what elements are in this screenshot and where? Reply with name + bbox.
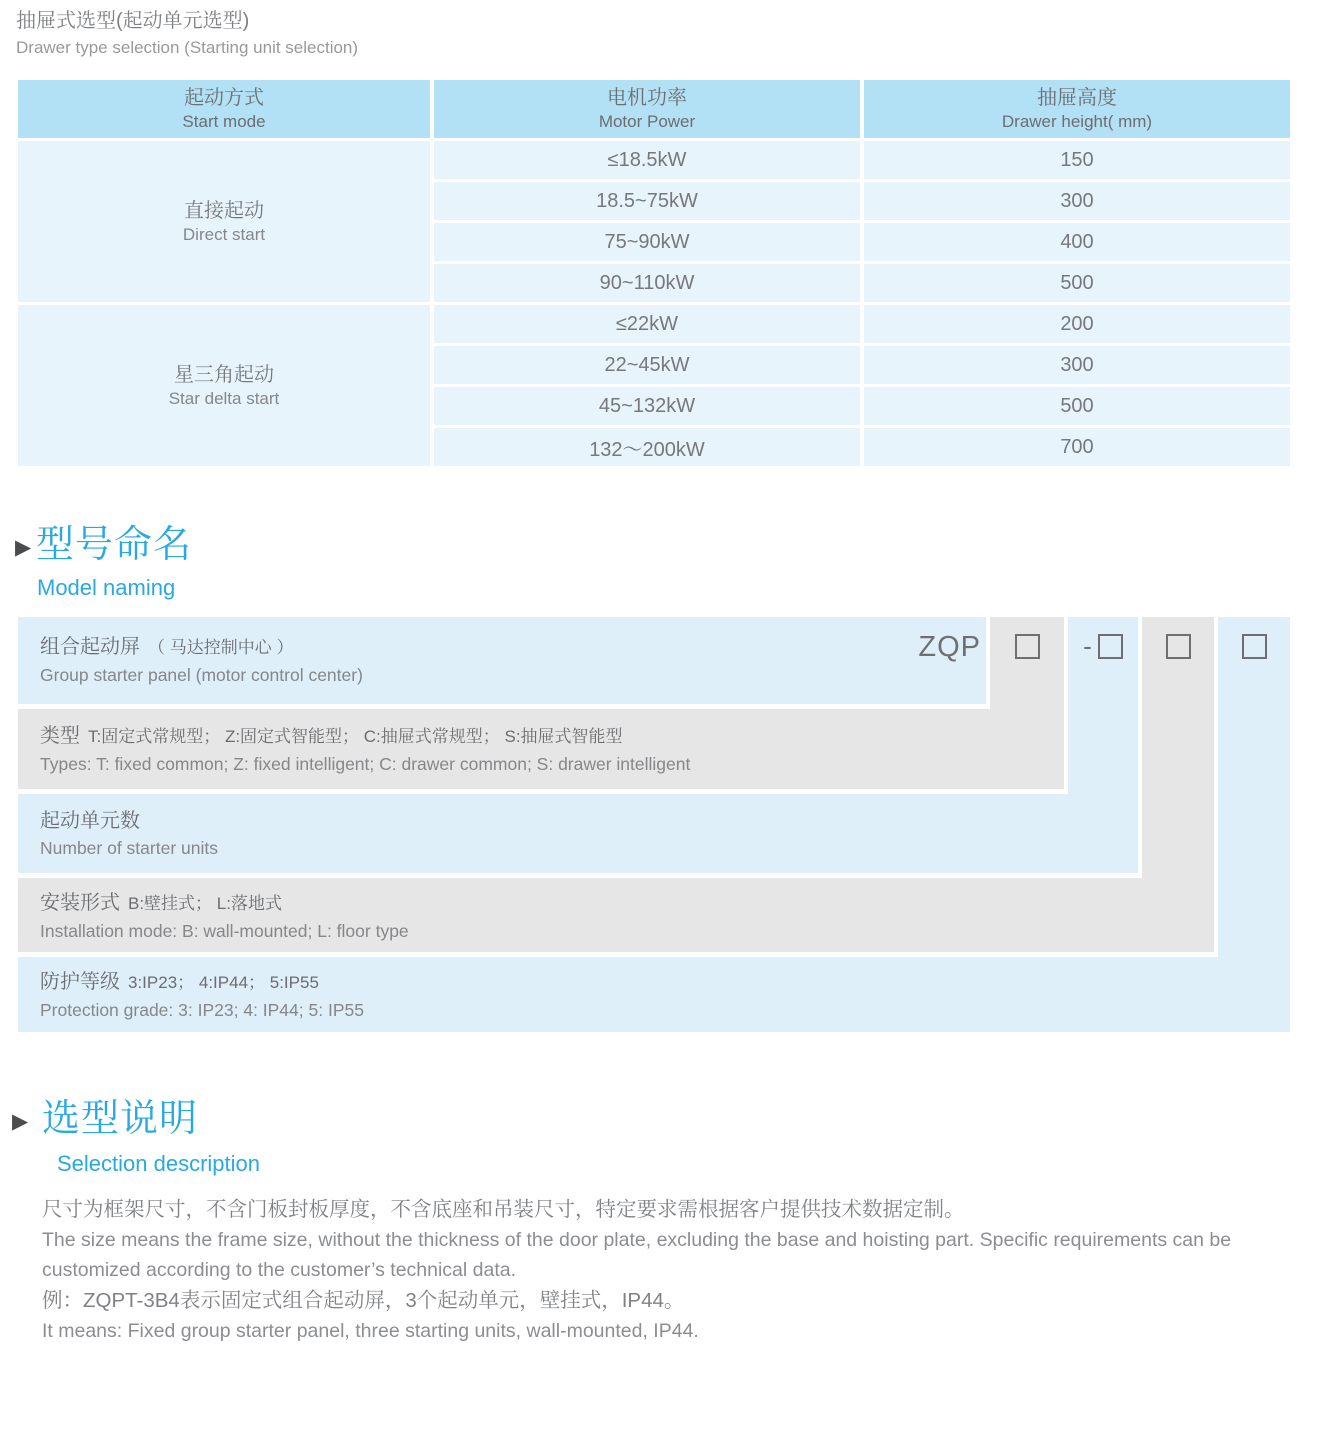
mode-en: Star delta start xyxy=(168,388,280,408)
height-cell: 150 xyxy=(864,141,1290,179)
header-cn: 起动方式 xyxy=(184,87,264,109)
section-title-model-naming-cn: 型号命名 xyxy=(36,524,193,566)
description-p1-en: The size means the frame size, without the thickness of the door plate, excluding the base and hoisting part. Specific requirements can be customized according to the customer’s technical data. xyxy=(42,1229,1232,1281)
naming-row-cn-label: 防护等级 xyxy=(40,971,120,993)
naming-row-cn-label: 类型 xyxy=(40,725,80,747)
naming-row-cn xyxy=(40,723,1064,750)
doc-title-en: Drawer type selection (Starting unit selection) xyxy=(16,38,359,57)
height-cell: 500 xyxy=(864,387,1290,425)
naming-row-cn-label: 组合起动屏 xyxy=(40,636,140,658)
naming-strip-types xyxy=(990,617,1064,709)
doc-header xyxy=(16,8,358,60)
naming-row-en: Installation mode: B: wall-mounted; L: floor type xyxy=(40,921,409,941)
section-title-model-naming-en: Model naming xyxy=(37,575,176,600)
naming-strip-starter-units xyxy=(1068,617,1138,794)
description-p2-cn: 例：ZQPT-3B4表示固定式组合起动屏，3个起动单元，壁挂式，IP44。 xyxy=(42,1289,685,1312)
power-cell: ≤22kW xyxy=(434,305,860,343)
naming-row-starter-units xyxy=(18,794,1138,873)
table-header-start-mode xyxy=(18,80,430,138)
naming-row-en: Number of starter units xyxy=(40,838,218,858)
naming-strip-installation-mode xyxy=(1142,617,1214,878)
height-cell: 300 xyxy=(864,346,1290,384)
height-cell: 300 xyxy=(864,182,1290,220)
section-arrow-icon: ▶ xyxy=(15,536,32,559)
naming-row-cn xyxy=(40,890,1214,917)
model-code-dash: - xyxy=(1083,631,1092,661)
naming-row-cn-detail: 3:IP23； 4:IP44； 5:IP55 xyxy=(128,973,319,992)
drawer-selection-table xyxy=(18,80,1290,466)
description-p2-en: It means: Fixed group starter panel, three starting units, wall-mounted, IP44. xyxy=(42,1320,699,1342)
start-mode-cell-star-delta xyxy=(18,305,430,466)
naming-row-group-starter-panel xyxy=(18,617,986,704)
selection-description-paragraphs xyxy=(42,1194,1290,1346)
naming-row-cn xyxy=(40,969,1290,996)
header-en: Motor Power xyxy=(598,112,696,131)
height-cell: 700 xyxy=(864,428,1290,466)
height-cell: 500 xyxy=(864,264,1290,302)
header-en: Drawer height( mm) xyxy=(1001,112,1153,131)
header-cn: 抽屉高度 xyxy=(1037,87,1117,109)
naming-row-installation-mode xyxy=(18,878,1214,952)
power-cell: 75~90kW xyxy=(434,223,860,261)
section-arrow-icon: ▶ xyxy=(12,1110,29,1133)
start-mode-cell-direct xyxy=(18,141,430,302)
naming-row-en: Group starter panel (motor control center) xyxy=(40,665,363,685)
section-title-selection-description-en: Selection description xyxy=(57,1151,261,1176)
model-code-placeholder-box xyxy=(1015,634,1040,659)
mode-cn: 直接起动 xyxy=(184,199,264,222)
mode-cn: 星三角起动 xyxy=(174,363,274,386)
naming-strip-protection-grade xyxy=(1218,617,1290,957)
naming-row-en: Types: T: fixed common; Z: fixed intelligent; C: drawer common; S: drawer intelligent xyxy=(40,754,691,774)
mode-en: Direct start xyxy=(182,224,266,244)
naming-row-cn-label: 起动单元数 xyxy=(40,810,140,832)
table-header-drawer-height xyxy=(864,80,1290,138)
doc-title-cn: 抽屉式选型(起动单元选型) xyxy=(16,10,250,32)
power-cell: ≤18.5kW xyxy=(434,141,860,179)
model-code-placeholder-box xyxy=(1098,634,1123,659)
naming-row-cn-detail: （ 马达控制中心 ） xyxy=(148,638,294,657)
naming-row-en: Protection grade: 3: IP23; 4: IP44; 5: IP55 xyxy=(40,1000,364,1020)
power-cell: 45~132kW xyxy=(434,387,860,425)
power-cell: 22~45kW xyxy=(434,346,860,384)
height-cell: 400 xyxy=(864,223,1290,261)
model-code-placeholder-box xyxy=(1166,634,1191,659)
naming-row-cn-label: 安装形式 xyxy=(40,892,120,914)
naming-row-cn xyxy=(40,808,1138,834)
power-cell: 90~110kW xyxy=(434,264,860,302)
header-en: Start mode xyxy=(182,112,266,131)
table-header-motor-power xyxy=(434,80,860,138)
model-code-placeholder-box xyxy=(1242,634,1267,659)
description-p1-cn: 尺寸为框架尺寸，不含门板封板厚度，不含底座和吊装尺寸，特定要求需根据客户提供技术数据定制。 xyxy=(42,1198,965,1221)
header-cn: 电机功率 xyxy=(607,87,687,109)
model-code-prefix: ZQP xyxy=(918,631,981,663)
naming-row-cn xyxy=(40,634,986,661)
power-cell: 18.5~75kW xyxy=(434,182,860,220)
section-title-selection-description-cn: 选型说明 xyxy=(42,1098,199,1140)
height-cell: 200 xyxy=(864,305,1290,343)
naming-row-types xyxy=(18,709,1064,789)
naming-row-cn-detail: T:固定式常规型； Z:固定式智能型； C:抽屉式常规型； S:抽屉式智能型 xyxy=(88,727,623,746)
naming-row-cn-detail: B:壁挂式； L:落地式 xyxy=(128,894,282,913)
naming-row-protection-grade xyxy=(18,957,1290,1032)
power-cell: 132～200kW xyxy=(434,428,860,466)
